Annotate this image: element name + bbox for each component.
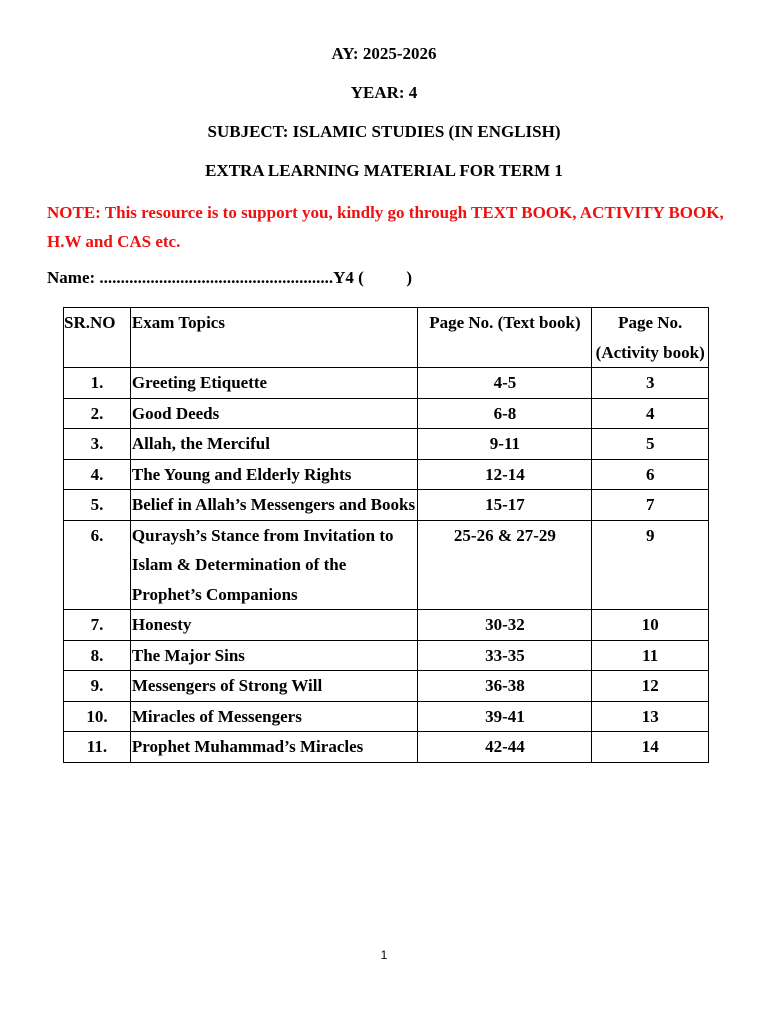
table-row bbox=[64, 398, 709, 429]
table-row bbox=[64, 640, 709, 671]
row-activity-book-page: 7 bbox=[592, 490, 709, 521]
row-activity-book-page: 10 bbox=[592, 610, 709, 641]
header-sr-no: SR.NO bbox=[64, 308, 131, 368]
row-topic: Quraysh’s Stance from Invitation to Islam & Determination of the Prophet’s Companions bbox=[130, 520, 418, 610]
row-sr-no: 6. bbox=[64, 520, 131, 610]
row-text-book-page: 39-41 bbox=[418, 701, 592, 732]
academic-year: AY: 2025-2026 bbox=[331, 44, 437, 63]
row-activity-book-page: 12 bbox=[592, 671, 709, 702]
row-topic: Good Deeds bbox=[130, 398, 418, 429]
row-sr-no: 5. bbox=[64, 490, 131, 521]
row-topic: Miracles of Messengers bbox=[130, 701, 418, 732]
header-activity-book-page: Page No. (Activity book) bbox=[592, 308, 709, 368]
name-line: Name: .......................................................Y4 ( ) bbox=[47, 268, 412, 287]
row-sr-no: 3. bbox=[64, 429, 131, 460]
year-heading: YEAR: 4 bbox=[350, 83, 418, 102]
row-sr-no: 11. bbox=[64, 732, 131, 763]
note-text: NOTE: This resource is to support you, kindly go through TEXT BOOK, ACTIVITY BOOK, H.W and CAS etc. bbox=[47, 203, 724, 251]
row-activity-book-page: 9 bbox=[592, 520, 709, 610]
row-topic: Greeting Etiquette bbox=[130, 368, 418, 399]
row-text-book-page: 12-14 bbox=[418, 459, 592, 490]
table-row bbox=[64, 490, 709, 521]
header-exam-topics: Exam Topics bbox=[130, 308, 418, 368]
table-row bbox=[64, 459, 709, 490]
row-activity-book-page: 5 bbox=[592, 429, 709, 460]
row-topic: Allah, the Merciful bbox=[130, 429, 418, 460]
row-activity-book-page: 14 bbox=[592, 732, 709, 763]
material-heading: EXTRA LEARNING MATERIAL FOR TERM 1 bbox=[205, 161, 563, 180]
row-text-book-page: 33-35 bbox=[418, 640, 592, 671]
table-row bbox=[64, 368, 709, 399]
row-activity-book-page: 6 bbox=[592, 459, 709, 490]
table-row bbox=[64, 671, 709, 702]
table-row bbox=[64, 520, 709, 610]
page-number: 1 bbox=[380, 948, 388, 962]
row-topic: The Young and Elderly Rights bbox=[130, 459, 418, 490]
subject-heading: SUBJECT: ISLAMIC STUDIES (IN ENGLISH) bbox=[207, 122, 561, 141]
row-activity-book-page: 13 bbox=[592, 701, 709, 732]
row-activity-book-page: 3 bbox=[592, 368, 709, 399]
table-row bbox=[64, 429, 709, 460]
row-activity-book-page: 11 bbox=[592, 640, 709, 671]
row-sr-no: 2. bbox=[64, 398, 131, 429]
row-sr-no: 10. bbox=[64, 701, 131, 732]
row-sr-no: 4. bbox=[64, 459, 131, 490]
table-row bbox=[64, 732, 709, 763]
table-row bbox=[64, 610, 709, 641]
row-text-book-page: 6-8 bbox=[418, 398, 592, 429]
table-header-row bbox=[64, 308, 709, 368]
row-text-book-page: 9-11 bbox=[418, 429, 592, 460]
row-topic: Prophet Muhammad’s Miracles bbox=[130, 732, 418, 763]
row-text-book-page: 15-17 bbox=[418, 490, 592, 521]
row-sr-no: 8. bbox=[64, 640, 131, 671]
row-text-book-page: 42-44 bbox=[418, 732, 592, 763]
header-text-book-page: Page No. (Text book) bbox=[418, 308, 592, 368]
row-topic: Belief in Allah’s Messengers and Books bbox=[130, 490, 418, 521]
row-topic: Honesty bbox=[130, 610, 418, 641]
topics-table bbox=[63, 307, 709, 763]
row-topic: The Major Sins bbox=[130, 640, 418, 671]
row-text-book-page: 36-38 bbox=[418, 671, 592, 702]
row-text-book-page: 4-5 bbox=[418, 368, 592, 399]
table-row bbox=[64, 701, 709, 732]
row-text-book-page: 25-26 & 27-29 bbox=[418, 520, 592, 610]
row-activity-book-page: 4 bbox=[592, 398, 709, 429]
row-text-book-page: 30-32 bbox=[418, 610, 592, 641]
row-topic: Messengers of Strong Will bbox=[130, 671, 418, 702]
row-sr-no: 1. bbox=[64, 368, 131, 399]
row-sr-no: 7. bbox=[64, 610, 131, 641]
row-sr-no: 9. bbox=[64, 671, 131, 702]
